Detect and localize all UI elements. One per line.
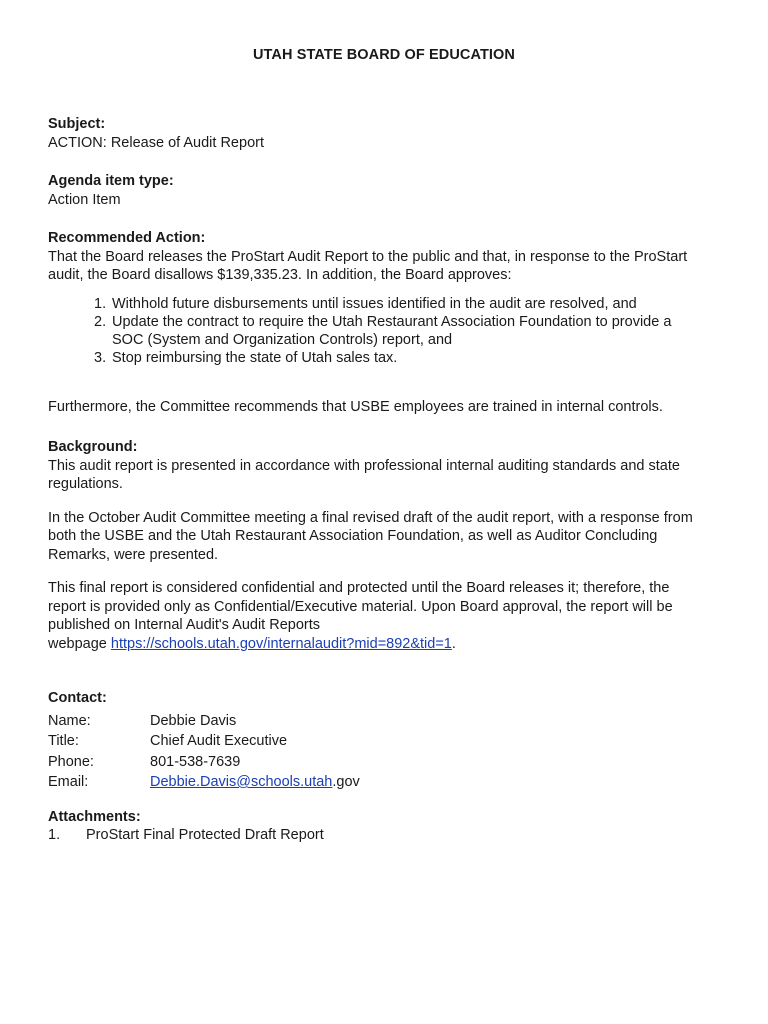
- background-p2-line3: Remarks, were presented.: [48, 546, 219, 563]
- attachment-number: 1.: [48, 827, 61, 843]
- subject-label: Subject:: [48, 116, 106, 132]
- contact-section: [48, 689, 728, 794]
- list-item-number: 1.: [94, 295, 107, 312]
- attachments-section: [48, 808, 728, 845]
- list-item-text: Update the contract to require the Utah Restaurant Association Foundation to provide a: [112, 313, 672, 330]
- contact-row-name: [48, 712, 360, 733]
- attachment-item: [48, 826, 728, 845]
- background-p3-line4: [48, 635, 728, 654]
- background-p3-line3: published on Internal Audit's Audit Reports: [48, 617, 321, 633]
- contact-title-key: Title:: [48, 733, 79, 749]
- webpage-prefix: webpage: [48, 635, 111, 652]
- list-item-text: Withhold future disbursements until issues identified in the audit are resolved, and: [112, 295, 637, 312]
- contact-row-email: [48, 773, 360, 794]
- agenda-section: [48, 172, 728, 209]
- background-paragraph-3: [48, 579, 728, 653]
- recommended-list: [48, 295, 728, 367]
- attachments-label: Attachments:: [48, 808, 141, 825]
- list-item-number: 2.: [94, 313, 107, 330]
- recommended-intro-line2: audit, the Board disallows $139,335.23. In addition, the Board approves:: [48, 267, 512, 283]
- background-section: [48, 438, 728, 653]
- background-p1-line1: This audit report is presented in accordance with professional internal auditing standards and state: [48, 457, 680, 474]
- agenda-label: Agenda item type:: [48, 173, 174, 189]
- background-paragraph-2: [48, 509, 728, 565]
- background-p2-line2: both the USBE and the Utah Restaurant Association Foundation, as well as Auditor Concluding: [48, 528, 658, 544]
- background-p3-line2: report is provided only as Confidential/Executive material. Upon Board approval, the report will be: [48, 598, 673, 615]
- contact-email-value: [150, 773, 360, 794]
- list-item: [94, 295, 728, 313]
- webpage-suffix: .: [451, 635, 456, 652]
- recommended-section: [48, 229, 728, 416]
- recommended-label: Recommended Action:: [48, 230, 206, 246]
- contact-email-key: Email:: [48, 774, 89, 790]
- furthermore-text: Furthermore, the Committee recommends that USBE employees are trained in internal controls.: [48, 398, 663, 415]
- recommended-intro-line1: That the Board releases the ProStart Audit Report to the public and that, in response to the ProStart: [48, 248, 688, 265]
- email-suffix: .gov: [332, 774, 360, 790]
- attachment-text: ProStart Final Protected Draft Report: [86, 827, 324, 843]
- contact-phone-key: Phone:: [48, 753, 94, 770]
- list-item: [94, 349, 728, 367]
- contact-title-value: Chief Audit Executive: [150, 733, 288, 749]
- background-label: Background:: [48, 439, 138, 455]
- list-item-number: 3.: [94, 349, 107, 366]
- organization-title: UTAH STATE BOARD OF EDUCATION: [252, 47, 515, 63]
- background-p2-line1: In the October Audit Committee meeting a final revised draft of the audit report, with a response from: [48, 509, 693, 526]
- contact-name-value: Debbie Davis: [150, 712, 237, 729]
- subject-value: ACTION: Release of Audit Report: [48, 134, 264, 151]
- background-p3-line1: This final report is considered confidential and protected until the Board releases it; therefore, the: [48, 580, 670, 596]
- contact-table: [48, 712, 360, 794]
- list-item-text-cont: SOC (System and Organization Controls) report, and: [112, 331, 453, 348]
- contact-row-phone: [48, 753, 360, 774]
- list-item: [94, 313, 728, 349]
- document-body: [48, 115, 728, 859]
- subject-section: [48, 115, 728, 152]
- background-p1-line2: regulations.: [48, 476, 123, 492]
- contact-row-title: [48, 732, 360, 753]
- agenda-value: Action Item: [48, 191, 121, 208]
- email-link[interactable]: Debbie.Davis@schools.utah: [150, 774, 333, 790]
- contact-phone-value: 801-538-7639: [150, 753, 241, 770]
- contact-name-key: Name:: [48, 712, 91, 729]
- list-item-text: Stop reimbursing the state of Utah sales tax.: [112, 349, 398, 366]
- contact-label: Contact:: [48, 690, 107, 706]
- internal-audit-link[interactable]: https://schools.utah.gov/internalaudit?mid=892&tid=1: [110, 635, 452, 652]
